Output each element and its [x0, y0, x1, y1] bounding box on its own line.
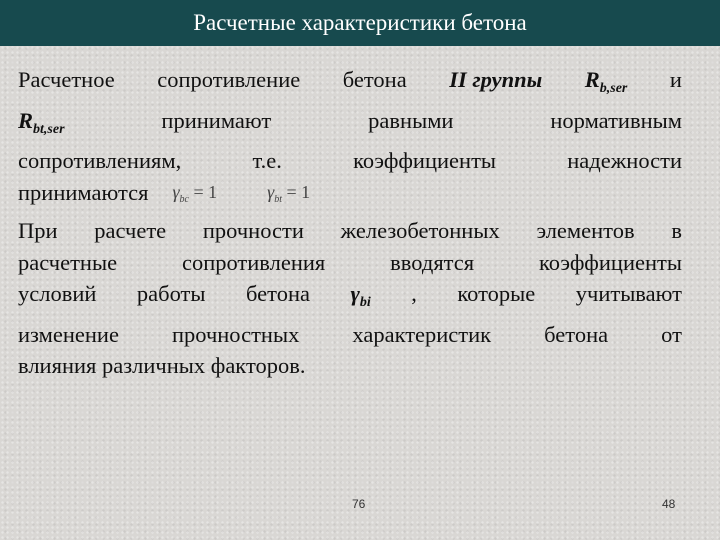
text-line	[18, 215, 682, 247]
word: вводятся	[390, 249, 475, 275]
word: т.е.	[252, 148, 282, 173]
slide-title: Расчетные характеристики бетона	[193, 10, 527, 35]
word: условий	[18, 281, 97, 306]
word: работы	[136, 281, 206, 306]
word: и	[669, 67, 682, 92]
word: которые	[457, 281, 536, 306]
word: прочностных	[171, 321, 300, 347]
word: При	[18, 218, 58, 243]
word: ,	[411, 281, 417, 306]
word: Расчетное	[18, 67, 115, 92]
word: от	[661, 321, 682, 347]
symbol-r-bt-ser: $R_{bt,ser}$	[18, 107, 65, 137]
word: нормативным	[550, 107, 682, 133]
word: надежности	[567, 148, 682, 173]
text-line	[18, 350, 682, 382]
title-bar	[0, 0, 720, 46]
text-line	[18, 105, 682, 146]
text-line	[18, 145, 682, 177]
word: прочности	[202, 218, 304, 243]
word: принимаются	[18, 179, 149, 205]
symbol-r-b-ser: $R_{b,ser}$	[584, 67, 628, 96]
center-number: 76	[352, 497, 366, 511]
word: характеристик	[352, 321, 492, 347]
word: железобетонных	[340, 218, 500, 243]
word: сопротивление	[157, 67, 301, 92]
word: расчете	[94, 218, 167, 243]
word: коэффициенты	[353, 148, 497, 173]
word: сопротивлениям,	[18, 148, 182, 173]
paragraph-end: влияния различных факторов.	[18, 353, 306, 378]
text-line	[18, 278, 682, 319]
text-line	[18, 247, 682, 279]
word: бетона	[342, 67, 407, 92]
word: расчетные	[18, 249, 118, 275]
word: коэффициенты	[539, 249, 682, 275]
text-line	[18, 319, 682, 351]
word: учитывают	[575, 281, 682, 306]
symbol-gamma-bi: $\gamma_{bi}$	[350, 281, 371, 310]
word: бетона	[246, 281, 310, 306]
word: принимают	[161, 107, 272, 133]
word: равными	[368, 107, 454, 133]
word: сопротивления	[181, 249, 326, 275]
word: бетона	[544, 321, 609, 347]
slide-body	[18, 64, 682, 382]
formula-gamma-bt: $\gamma_{bt} = 1$	[267, 181, 311, 205]
text-line	[18, 64, 682, 105]
page-number: 48	[662, 497, 676, 511]
word: элементов	[536, 218, 635, 243]
concrete-group-label: II группы	[449, 67, 543, 92]
word: изменение	[18, 321, 119, 347]
formula-gamma-bc: $\gamma_{bc} = 1$	[172, 181, 218, 205]
word: в	[671, 218, 682, 243]
text-line	[18, 177, 682, 216]
